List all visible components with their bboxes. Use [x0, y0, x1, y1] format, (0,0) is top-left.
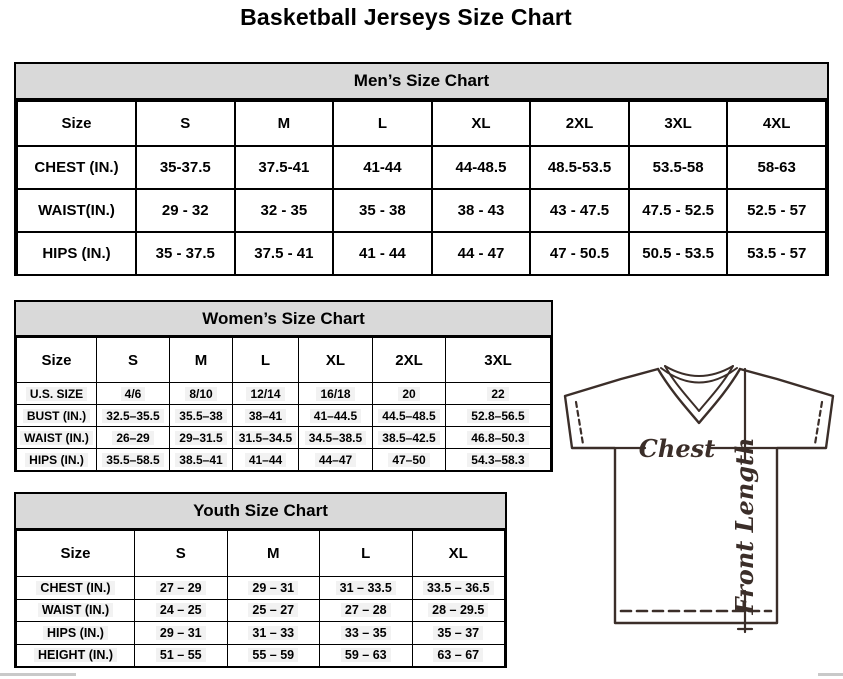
size-value-cell-text: 33 – 35	[341, 626, 391, 640]
size-value-cell	[135, 622, 228, 645]
size-value-cell	[299, 383, 373, 405]
size-value-cell-text: 16/18	[316, 387, 354, 401]
row-label-text: CHEST (IN.)	[36, 581, 114, 595]
size-value-cell	[135, 644, 228, 667]
column-header-text: S	[180, 115, 191, 132]
collar-inner-line	[665, 366, 733, 411]
row-label	[17, 405, 97, 427]
youth-chart-grid	[16, 530, 505, 667]
column-header-text: Size	[61, 115, 92, 132]
column-header	[170, 338, 233, 383]
row-label-text: BUST (IN.)	[23, 409, 90, 423]
column-header	[299, 338, 373, 383]
size-value-cell	[446, 383, 551, 405]
column-header-text: L	[377, 115, 387, 132]
size-value-cell	[727, 146, 826, 189]
size-value-cell-text: 38 - 43	[457, 202, 505, 219]
size-value-cell	[170, 405, 233, 427]
size-value-cell-text: 52.5 - 57	[747, 202, 807, 219]
size-value-cell	[135, 577, 228, 600]
size-value-cell-text: 53.5 - 57	[747, 245, 807, 262]
size-value-cell-text: 59 – 63	[341, 648, 391, 662]
size-value-cell	[530, 189, 629, 232]
mens-size-chart	[14, 62, 829, 276]
table-row	[17, 622, 505, 645]
row-label	[17, 622, 135, 645]
size-value-cell-text: 47.5 - 52.5	[642, 202, 714, 219]
size-value-cell-text: 31 – 33.5	[336, 581, 396, 595]
size-value-cell	[233, 449, 299, 471]
row-label	[17, 232, 136, 275]
jersey-outline	[565, 369, 833, 623]
size-value-cell-text: 22	[487, 387, 508, 401]
column-header-text: 3XL	[484, 351, 512, 369]
size-value-cell-text: 25 – 27	[248, 603, 298, 617]
column-header	[446, 338, 551, 383]
size-value-cell	[235, 232, 334, 275]
column-header	[17, 338, 97, 383]
size-value-cell	[227, 644, 320, 667]
row-label-text: HEIGHT (IN.)	[34, 648, 117, 662]
youth-chart-title: Youth Size Chart	[16, 494, 505, 530]
column-header-text: 3XL	[664, 115, 692, 132]
size-value-cell-text: 44.5–48.5	[378, 409, 439, 423]
size-value-cell	[233, 405, 299, 427]
left-cuff-stitch-line	[576, 402, 583, 444]
size-value-cell	[412, 599, 505, 622]
size-value-cell	[235, 146, 334, 189]
table-row	[17, 599, 505, 622]
column-header-text: XL	[448, 545, 468, 562]
size-value-cell-text: 41-44	[363, 159, 402, 176]
size-value-cell	[235, 189, 334, 232]
size-value-cell	[320, 577, 413, 600]
table-row	[17, 405, 551, 427]
size-value-cell-text: 29 – 31	[248, 581, 298, 595]
size-value-cell	[299, 427, 373, 449]
column-header-text: 2XL	[565, 115, 594, 132]
size-value-cell	[135, 599, 228, 622]
column-header-text: XL	[325, 351, 346, 369]
size-value-cell	[432, 189, 531, 232]
size-value-cell	[373, 427, 446, 449]
table-row	[17, 383, 551, 405]
row-label-text: WAIST (IN.)	[20, 431, 93, 445]
size-value-cell	[233, 427, 299, 449]
size-value-cell-text: 34.5–38.5	[305, 431, 366, 445]
size-value-cell	[97, 449, 170, 471]
size-value-cell	[629, 232, 728, 275]
size-value-cell	[432, 146, 531, 189]
size-value-cell-text: 8/10	[185, 387, 216, 401]
size-value-cell-text: 35.5–38	[175, 409, 226, 423]
size-value-cell	[412, 644, 505, 667]
womens-chart-title: Women’s Size Chart	[16, 302, 551, 337]
column-header-text: M	[277, 115, 291, 132]
size-value-cell-text: 38.5–42.5	[378, 431, 439, 445]
front-length-label: Front Length	[730, 437, 759, 615]
size-value-cell-text: 35.5–58.5	[102, 453, 163, 467]
row-label	[17, 146, 136, 189]
horizontal-scrollbar-fragment-left[interactable]	[0, 673, 76, 676]
size-value-cell-text: 37.5 - 41	[254, 245, 314, 262]
size-value-cell	[320, 599, 413, 622]
column-header-text: L	[361, 545, 371, 562]
size-value-cell-text: 47 - 50.5	[549, 245, 610, 262]
size-value-cell	[446, 427, 551, 449]
size-value-cell	[136, 146, 235, 189]
row-label-text: WAIST (IN.)	[38, 603, 113, 617]
size-value-cell	[170, 427, 233, 449]
size-value-cell-text: 27 – 28	[341, 603, 391, 617]
size-value-cell	[333, 146, 432, 189]
size-value-cell-text: 63 – 67	[433, 648, 483, 662]
size-value-cell	[446, 449, 551, 471]
size-value-cell-text: 52.8–56.5	[467, 409, 528, 423]
size-value-cell-text: 55 – 59	[248, 648, 298, 662]
size-value-cell-text: 43 - 47.5	[549, 202, 610, 219]
row-label	[17, 427, 97, 449]
row-label-text: CHEST (IN.)	[34, 159, 119, 176]
row-label-text: WAIST(IN.)	[38, 202, 115, 219]
row-label	[17, 577, 135, 600]
size-value-cell-text: 53.5-58	[652, 159, 704, 176]
size-value-cell-text: 48.5-53.5	[547, 159, 612, 176]
size-value-cell-text: 58-63	[757, 159, 796, 176]
column-header	[727, 101, 826, 146]
size-value-cell-text: 26–29	[112, 431, 153, 445]
right-cuff-stitch-line	[815, 402, 822, 444]
row-label-text: HIPS (IN.)	[43, 626, 108, 640]
size-value-cell-text: 31 – 33	[248, 626, 298, 640]
row-label	[17, 599, 135, 622]
column-header	[530, 101, 629, 146]
jersey-measurement-diagram	[555, 360, 843, 679]
youth-size-chart	[14, 492, 507, 668]
column-header-text: XL	[471, 115, 491, 132]
womens-size-chart	[14, 300, 553, 472]
column-header-text: Size	[60, 545, 91, 562]
column-header	[235, 101, 334, 146]
table-row	[17, 189, 826, 232]
table-row	[17, 644, 505, 667]
column-header	[227, 531, 320, 577]
size-value-cell-text: 29 - 32	[161, 202, 209, 219]
size-value-cell-text: 46.8–50.3	[467, 431, 528, 445]
size-value-cell	[373, 449, 446, 471]
size-value-cell-text: 27 – 29	[156, 581, 206, 595]
table-row	[17, 232, 826, 275]
size-value-cell-text: 35 - 38	[359, 202, 406, 219]
size-value-cell	[233, 383, 299, 405]
size-value-cell-text: 37.5-41	[258, 159, 310, 176]
row-label-text: HIPS (IN.)	[42, 245, 111, 262]
size-value-cell	[299, 405, 373, 427]
size-value-cell	[373, 405, 446, 427]
table-row	[17, 427, 551, 449]
size-value-cell	[136, 232, 235, 275]
size-value-cell	[333, 189, 432, 232]
size-value-cell-text: 47–50	[388, 453, 429, 467]
back-neck-arc-1	[665, 366, 733, 376]
column-header-text: M	[267, 545, 280, 562]
size-value-cell-text: 38.5–41	[175, 453, 226, 467]
men-table	[16, 100, 827, 276]
size-value-cell-text: 33.5 – 36.5	[423, 581, 494, 595]
column-header	[136, 101, 235, 146]
table-row	[17, 577, 505, 600]
size-value-cell	[530, 146, 629, 189]
column-header	[412, 531, 505, 577]
mens-chart-grid	[16, 100, 827, 276]
size-value-cell	[97, 427, 170, 449]
column-header-text: Size	[41, 351, 72, 369]
size-value-cell-text: 29–31.5	[175, 431, 226, 445]
row-label	[17, 644, 135, 667]
size-value-cell	[97, 405, 170, 427]
size-value-cell	[227, 599, 320, 622]
size-value-cell-text: 31.5–34.5	[235, 431, 296, 445]
size-value-cell-text: 24 – 25	[156, 603, 206, 617]
column-header	[233, 338, 299, 383]
size-value-cell	[227, 622, 320, 645]
size-value-cell-text: 29 – 31	[156, 626, 206, 640]
column-header	[373, 338, 446, 383]
row-label	[17, 449, 97, 471]
size-value-cell-text: 54.3–58.3	[467, 453, 528, 467]
size-value-cell	[432, 232, 531, 275]
size-value-cell-text: 44–47	[315, 453, 356, 467]
column-header-text: S	[127, 351, 138, 369]
column-header	[432, 101, 531, 146]
row-label-text: HIPS (IN.)	[25, 453, 88, 467]
row-label	[17, 189, 136, 232]
size-value-cell-text: 12/14	[246, 387, 284, 401]
size-value-cell-text: 4/6	[121, 387, 146, 401]
column-header-text: M	[194, 351, 208, 369]
column-header	[333, 101, 432, 146]
column-header-text: L	[260, 351, 271, 369]
size-value-cell	[727, 232, 826, 275]
size-value-cell-text: 41 - 44	[359, 245, 406, 262]
size-value-cell-text: 35 - 37.5	[155, 245, 215, 262]
size-value-cell-text: 51 – 55	[156, 648, 206, 662]
size-value-cell-text: 20	[398, 387, 419, 401]
column-header	[135, 531, 228, 577]
womens-chart-grid	[16, 337, 551, 471]
column-header-text: S	[175, 545, 186, 562]
size-value-cell-text: 41–44	[245, 453, 286, 467]
size-value-cell	[629, 146, 728, 189]
size-value-cell-text: 44-48.5	[455, 159, 507, 176]
size-value-cell	[412, 622, 505, 645]
column-header	[17, 101, 136, 146]
size-value-cell-text: 38–41	[245, 409, 286, 423]
column-header-text: 4XL	[762, 115, 791, 132]
size-value-cell-text: 35 – 37	[433, 626, 483, 640]
size-value-cell	[97, 383, 170, 405]
table-row	[17, 449, 551, 471]
size-value-cell	[373, 383, 446, 405]
size-value-cell	[299, 449, 373, 471]
size-value-cell	[136, 189, 235, 232]
size-value-cell	[170, 383, 233, 405]
column-header	[97, 338, 170, 383]
column-header	[320, 531, 413, 577]
size-value-cell	[727, 189, 826, 232]
size-value-cell-text: 28 – 29.5	[428, 603, 488, 617]
collar-outer-line	[658, 369, 740, 423]
column-header	[17, 531, 135, 577]
size-value-cell-text: 44 - 47	[457, 245, 505, 262]
women-table	[16, 337, 551, 471]
size-value-cell	[446, 405, 551, 427]
size-value-cell-text: 50.5 - 53.5	[642, 245, 714, 262]
youth-table	[16, 530, 505, 667]
horizontal-scrollbar-fragment-right[interactable]	[818, 673, 843, 676]
size-value-cell	[629, 189, 728, 232]
column-header-text: 2XL	[395, 351, 423, 369]
column-header	[629, 101, 728, 146]
table-row	[17, 146, 826, 189]
size-value-cell-text: 35-37.5	[159, 159, 211, 176]
chest-label: Chest	[638, 434, 716, 463]
size-value-cell	[530, 232, 629, 275]
page-title: Basketball Jerseys Size Chart	[240, 4, 572, 30]
size-value-cell	[333, 232, 432, 275]
mens-chart-title: Men’s Size Chart	[16, 64, 827, 100]
size-value-cell-text: 41–44.5	[310, 409, 361, 423]
row-label-text: U.S. SIZE	[26, 387, 87, 401]
size-value-cell	[320, 622, 413, 645]
size-value-cell	[227, 577, 320, 600]
size-value-cell-text: 32.5–35.5	[102, 409, 163, 423]
size-value-cell	[320, 644, 413, 667]
size-value-cell	[412, 577, 505, 600]
size-value-cell	[170, 449, 233, 471]
size-value-cell-text: 32 - 35	[260, 202, 308, 219]
row-label	[17, 383, 97, 405]
